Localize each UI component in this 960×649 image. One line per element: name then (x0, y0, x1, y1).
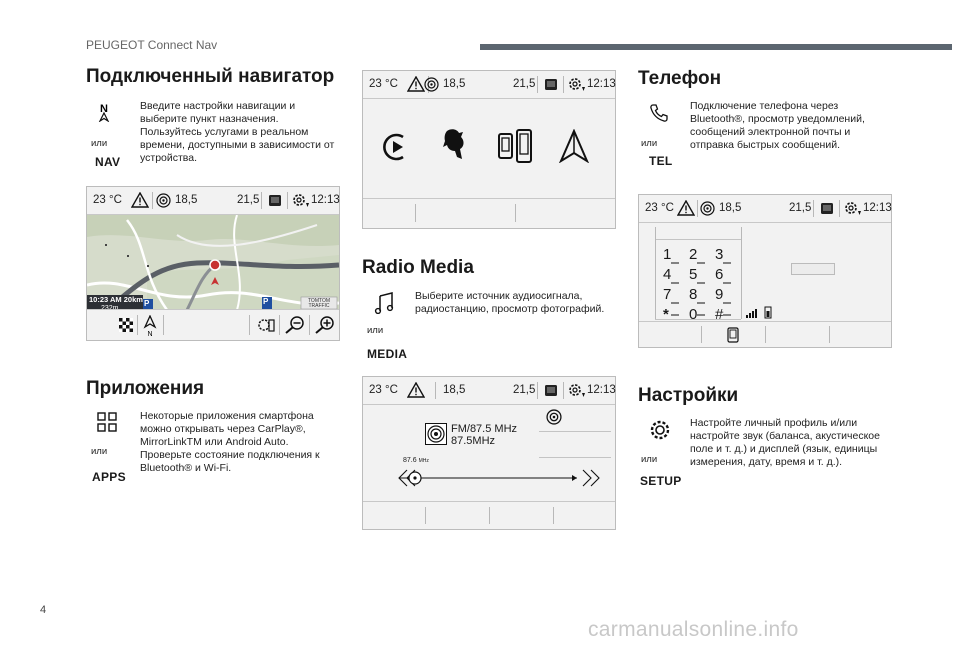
compass-north-icon[interactable] (143, 315, 157, 337)
checkered-flag-icon[interactable] (119, 318, 133, 332)
manual-header: PEUGEOT Connect Nav (86, 38, 218, 52)
media-bottom-bar (363, 501, 615, 529)
parking-marker: P (263, 297, 269, 306)
nav-bottom-bar (87, 309, 339, 340)
settings-sync-icon (843, 200, 863, 218)
key-5[interactable]: 5 (689, 266, 698, 283)
key-4[interactable]: 4 (663, 266, 672, 283)
status-left-value: 18,5 (175, 194, 198, 206)
nav-title: Подключенный навигатор (86, 66, 335, 87)
tel-description: Подключение телефона через Bluetooth®, просмотр уведомлений, сообщений электронной почты и отправка быстрых сообщений. (690, 100, 865, 151)
status-time: 12:13 (863, 202, 892, 214)
key-3[interactable]: 3 (715, 246, 724, 263)
media-button-label: MEDIA (367, 347, 408, 361)
map-settings-icon[interactable] (257, 317, 275, 334)
status-time: 12:13 (587, 78, 616, 90)
key-1[interactable]: 1 (663, 246, 672, 263)
settings-sync-icon (567, 382, 587, 400)
or-label: или (641, 138, 658, 149)
key-7[interactable]: 7 (663, 286, 672, 303)
radio-signal-icon (700, 201, 715, 216)
setup-description: Настройте личный профиль и/или настройте звук (баланса, акустическое поле и т. д.) и дисплей (язык, единицы измерения, дату, время и т. д.). (690, 417, 880, 468)
key-2[interactable]: 2 (689, 246, 698, 263)
svg-text:N: N (147, 331, 153, 337)
signal-battery-icon (745, 305, 775, 319)
or-label: или (91, 138, 108, 149)
key-0[interactable]: 0 (689, 306, 698, 323)
watermark: carmanualsonline.info (588, 618, 799, 641)
header-bar (480, 44, 952, 50)
keypad-underlines (661, 257, 741, 317)
station-name: FM/87.5 MHz (451, 423, 518, 435)
frequency-marker-label: 87.6 MHz (403, 457, 429, 464)
phone-device-icon[interactable] (727, 327, 739, 343)
apps-grid-icon (97, 412, 117, 432)
status-bar (363, 377, 615, 405)
warning-icon (407, 76, 425, 92)
phone-screen-icon (544, 384, 558, 397)
apps-screen (362, 70, 616, 229)
android-auto-icon[interactable] (559, 129, 589, 163)
zoom-out-icon[interactable] (285, 316, 305, 334)
key-9[interactable]: 9 (715, 286, 724, 303)
key-8[interactable]: 8 (689, 286, 698, 303)
map-eta: 10:23 AM 20km (89, 295, 143, 304)
number-display[interactable] (791, 263, 835, 275)
peugeot-lion-icon[interactable] (439, 127, 469, 163)
music-note-icon (374, 292, 394, 314)
media-description: Выберите источник аудиосигнала, радиостанцию, просмотр фотографий. (415, 290, 605, 315)
map-distance: 232m (101, 305, 119, 312)
status-left-value: 18,5 (443, 384, 466, 396)
frequency-slider[interactable] (377, 467, 603, 489)
radio-signal-icon[interactable] (546, 409, 562, 425)
status-temp: 23 °C (369, 78, 398, 90)
or-label: или (641, 454, 658, 465)
status-temp: 23 °C (369, 384, 398, 396)
apps-description: Некоторые приложения смартфона можно открывать через CarPlay®, MirrorLinkTM или Android Auto. Проверьте состояние подключения к Bluetooth® и Wi-Fi. (140, 410, 320, 474)
page-number: 4 (40, 604, 47, 616)
radio-signal-icon (156, 193, 171, 208)
status-right-value: 21,5 (513, 78, 536, 90)
tel-bottom-bar (639, 321, 891, 347)
gear-icon (648, 418, 672, 442)
svg-text:N: N (100, 103, 108, 115)
north-arrow-icon (96, 102, 112, 122)
nav-button-label: NAV (95, 155, 121, 169)
tel-title: Телефон (638, 68, 722, 89)
settings-sync-icon (291, 192, 311, 210)
traffic-badge: TOMTOM TRAFFIC (307, 298, 331, 309)
status-bar (87, 187, 339, 215)
phone-screen-icon (544, 78, 558, 91)
parking-marker: P (144, 299, 150, 308)
key-star[interactable]: * (663, 306, 669, 323)
status-right-value: 21,5 (237, 194, 260, 206)
nav-description: Введите настройки навигации и выберите пункт назначения. Пользуйтесь услугами в реальном времени, доступными в зависимости от устройства. (140, 100, 335, 164)
status-bar (639, 195, 891, 223)
nav-screen (86, 186, 340, 341)
status-left-value: 18,5 (719, 202, 742, 214)
status-right-value: 21,5 (513, 384, 536, 396)
apps-button-label: APPS (92, 470, 126, 484)
setup-button-label: SETUP (640, 474, 682, 488)
settings-sync-icon (567, 76, 587, 94)
tel-screen (638, 194, 892, 348)
setup-title: Настройки (638, 385, 739, 406)
status-temp: 23 °C (93, 194, 122, 206)
tel-button-label: TEL (649, 154, 673, 168)
mirrorlink-icon[interactable] (497, 129, 533, 163)
or-label: или (367, 325, 384, 336)
media-title: Radio Media (362, 257, 474, 278)
station-frequency: 87.5MHz (451, 435, 496, 447)
phone-handset-icon (649, 103, 669, 123)
media-screen (362, 376, 616, 530)
warning-icon (131, 192, 149, 208)
key-6[interactable]: 6 (715, 266, 724, 283)
radio-signal-icon (424, 77, 439, 92)
warning-icon (677, 200, 695, 216)
phone-screen-icon (268, 194, 282, 207)
status-right-value: 21,5 (789, 202, 812, 214)
station-radio-icon (425, 423, 447, 445)
status-temp: 23 °C (645, 202, 674, 214)
status-left-value: 18,5 (443, 78, 466, 90)
status-time: 12:13 (587, 384, 616, 396)
zoom-in-icon[interactable] (315, 316, 335, 334)
carplay-icon[interactable] (381, 131, 411, 163)
apps-bottom-bar (363, 198, 615, 228)
or-label: или (91, 446, 108, 457)
status-time: 12:13 (311, 194, 340, 206)
warning-icon (407, 382, 425, 398)
apps-title: Приложения (86, 378, 205, 399)
phone-screen-icon (820, 202, 834, 215)
key-hash[interactable]: # (715, 306, 724, 323)
status-bar (363, 71, 615, 99)
